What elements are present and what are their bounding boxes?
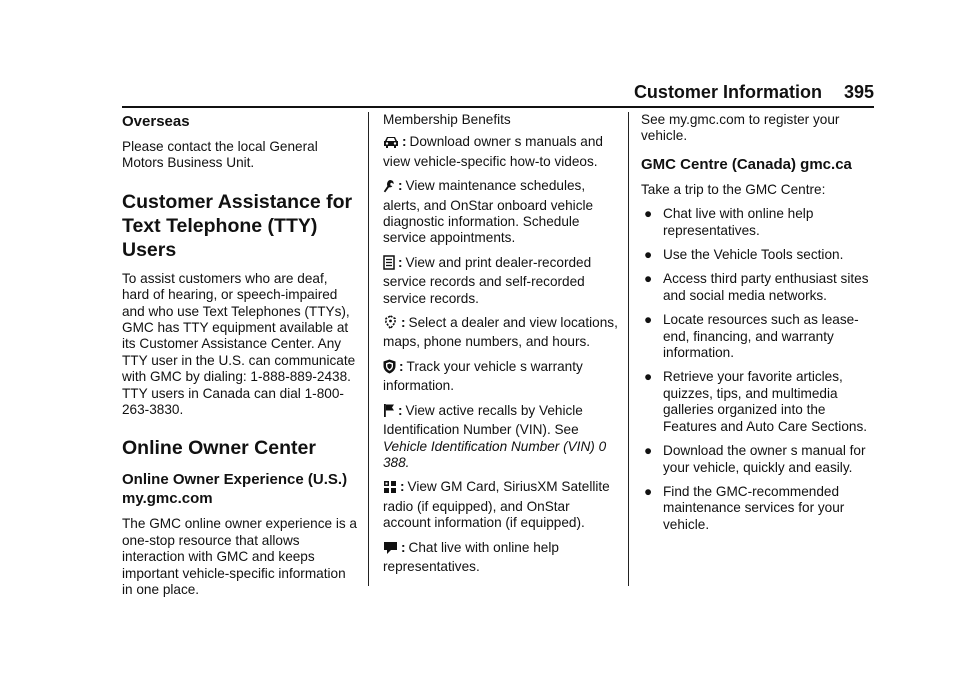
column-right	[641, 112, 877, 541]
benefit-item: : Track your vehicle s warranty information.	[383, 358, 583, 394]
benefit-text: View active recalls by Vehicle Identification Number (VIN). See	[383, 402, 583, 438]
benefit-item: : View maintenance schedules, alerts, and OnStar onboard vehicle diagnostic information. Schedule service appointments.	[383, 178, 594, 246]
benefit-item: : Chat live with online help representatives.	[383, 539, 559, 574]
benefit-text: Track your vehicle s warranty information.	[383, 358, 583, 394]
owner-experience-text: The GMC online owner experience is a one-stop resource that allows interaction with GMC and keeps important vehicle-specific information in one place.	[122, 516, 357, 598]
bullet-icon: ●	[644, 312, 653, 328]
cross-icon	[383, 480, 397, 498]
benefit-text: Chat live with online help representatives.	[383, 539, 559, 574]
page-header	[122, 82, 874, 106]
bullet-icon: ●	[644, 247, 653, 263]
tty-heading: Customer Assistance for Text Telephone (TTY) Users	[122, 190, 353, 261]
shield-icon	[383, 359, 396, 378]
column-left	[122, 112, 358, 607]
bullet-icon: ●	[644, 443, 653, 459]
benefit-item: : View GM Card, SiriusXM Satellite radio (if equipped), and OnStar account information (if equipped).	[383, 479, 610, 531]
flag-icon	[383, 403, 395, 422]
bullet-icon: ●	[644, 483, 653, 499]
bullet-icon: ●	[644, 271, 653, 287]
wrench-icon	[383, 179, 395, 197]
header-rule	[122, 106, 874, 108]
chat-icon	[383, 541, 398, 559]
vin-page-ref[interactable]: 0 388.	[383, 438, 607, 470]
page-number: 395	[843, 82, 874, 102]
gmc-centre-intro: Take a trip to the GMC Centre:	[641, 181, 826, 197]
location-icon	[383, 315, 398, 334]
section-title: Customer Information	[633, 82, 822, 102]
benefit-text: View maintenance schedules, alerts, and OnStar onboard vehicle diagnostic information. Schedule service appointments.	[383, 178, 594, 246]
benefit-item: : Select a dealer and view locations, maps, phone numbers, and hours.	[383, 315, 618, 350]
vin-link[interactable]: Vehicle Identification Number (VIN)	[383, 438, 595, 454]
bullet-icon: ●	[644, 206, 653, 222]
car-icon	[383, 135, 399, 153]
benefit-item: : View active recalls by Vehicle Identification Number (VIN). See Vehicle Identification Number (VIN) 0 388.	[383, 402, 607, 470]
column-divider	[368, 112, 369, 586]
list-item: ● Use the Vehicle Tools section.	[644, 247, 844, 263]
list-item: ● Download the owner s manual for your vehicle, quickly and easily.	[644, 443, 866, 475]
list-item: ● Access third party enthusiast sites and social media networks.	[644, 271, 869, 303]
tty-text: To assist customers who are deaf, hard of hearing, or speech-impaired and who use Text Telephones (TTYs), GMC has TTY equipment available at its Customer Assistance Center. Any TTY user in the U.S. can communicate with GMC by dialing: 1-888-889-2438. TTY users in Canada can dial 1-800-263-3830.	[122, 270, 356, 418]
list-item: ● Chat live with online help representatives.	[644, 206, 814, 238]
list-item: ● Find the GMC-recommended maintenance services for your vehicle.	[644, 483, 845, 532]
column-divider	[628, 112, 629, 586]
owner-experience-heading: Online Owner Experience (U.S.) my.gmc.com	[122, 471, 348, 508]
online-owner-heading: Online Owner Center	[122, 437, 316, 460]
document-icon	[383, 255, 395, 274]
list-item: ● Retrieve your favorite articles, quizzes, tips, and multimedia galleries organized into the Features and Auto Care Sections.	[644, 369, 868, 434]
membership-benefits-heading: Membership Benefits	[383, 112, 511, 127]
gmc-centre-heading: GMC Centre (Canada) gmc.ca	[641, 155, 852, 173]
overseas-heading: Overseas	[122, 113, 190, 130]
benefit-item: : View and print dealer-recorded service records and self-recorded service records.	[383, 254, 592, 306]
column-middle	[383, 112, 619, 583]
benefit-text: Select a dealer and view locations, maps, phone numbers, and hours.	[383, 315, 618, 350]
benefit-text: View and print dealer-recorded service records and self-recorded service records.	[383, 254, 592, 306]
register-text: See my.gmc.com to register your vehicle.	[641, 112, 840, 144]
gmc-centre-list	[641, 206, 877, 533]
benefit-item: : Download owner s manuals and view vehicle-specific how-to videos.	[383, 134, 603, 169]
benefit-text: Download owner s manuals and view vehicle-specific how-to videos.	[383, 134, 603, 169]
benefit-text: View GM Card, SiriusXM Satellite radio (if equipped), and OnStar account information (if equipped).	[383, 479, 610, 531]
list-item: ● Locate resources such as lease-end, financing, and warranty information.	[644, 312, 859, 361]
overseas-text: Please contact the local General Motors Business Unit.	[122, 139, 318, 171]
bullet-icon: ●	[644, 369, 653, 385]
